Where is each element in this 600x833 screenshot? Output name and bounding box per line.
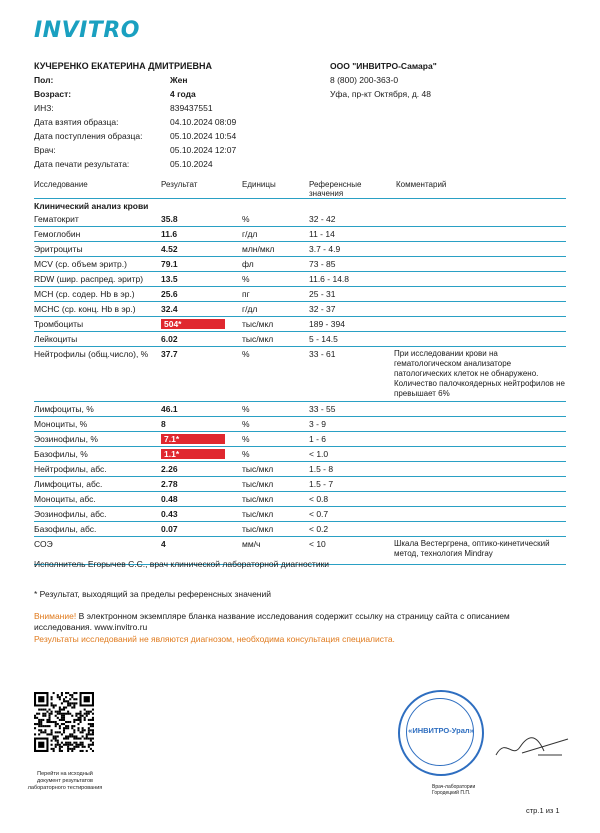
row-ref: 11.6 - 14.8	[309, 274, 350, 284]
qr-caption: Перейти на исходный документ результатов лабораторного тестирования	[27, 771, 103, 791]
executor: Исполнитель Егорычев С.С., врач клинической лабораторной диагностики	[34, 559, 330, 569]
row-result: 0.48	[161, 494, 178, 504]
row-units: %	[242, 419, 250, 429]
row-units: %	[242, 274, 250, 284]
row-name: Лимфоциты, абс.	[34, 479, 103, 489]
row-divider	[34, 301, 566, 302]
row-units: тыс/мкл	[242, 334, 274, 344]
row-name: MCV (ср. объем эритр.)	[34, 259, 127, 269]
row-units: тыс/мкл	[242, 479, 274, 489]
patient-field-label: Пол:	[34, 75, 54, 85]
row-units: %	[242, 449, 250, 459]
row-result: 1.1*	[161, 449, 225, 459]
row-ref: 11 - 14	[309, 229, 335, 239]
org-address: Уфа, пр-кт Октября, д. 48	[330, 89, 431, 99]
row-comment: При исследовании крови на гематологическом анализаторе патологических клеток не обнаружено. Количество палочкоядерных нейтрофилов не превышает 6%	[394, 349, 565, 398]
header-ref: Референсные значения	[309, 180, 362, 198]
patient-field-label: Дата поступления образца:	[34, 131, 143, 141]
row-ref: 1.5 - 7	[309, 479, 334, 489]
row-result: 46.1	[161, 404, 178, 414]
row-result: 37.7	[161, 349, 178, 359]
row-divider	[34, 446, 566, 447]
row-units: тыс/мкл	[242, 509, 274, 519]
row-name: MCH (ср. содер. Hb в эр.)	[34, 289, 135, 299]
row-ref: 5 - 14.5	[309, 334, 338, 344]
row-divider	[34, 416, 566, 417]
header-study: Исследование	[34, 180, 88, 189]
row-divider	[34, 286, 566, 287]
invitro-logo: INVITRO	[34, 18, 140, 43]
row-ref: 25 - 31	[309, 289, 336, 299]
row-ref: < 0.2	[309, 524, 329, 534]
warning-text: В электронном экземпляре бланка название исследования содержит ссылку на страницу сайта с описанием исследования.	[34, 611, 510, 632]
row-result: 11.6	[161, 229, 178, 239]
row-result: 504*	[161, 319, 225, 329]
row-name: Эозинофилы, абс.	[34, 509, 107, 519]
patient-field-label: Дата печати результата:	[34, 159, 130, 169]
row-units: %	[242, 404, 250, 414]
row-units: тыс/мкл	[242, 319, 274, 329]
row-name: Тромбоциты	[34, 319, 84, 329]
row-result: 7.1*	[161, 434, 225, 444]
row-name: Моноциты, абс.	[34, 494, 96, 504]
row-divider	[34, 521, 566, 522]
row-name: Нейтрофилы (общ.число), %	[34, 349, 149, 359]
row-units: %	[242, 434, 250, 444]
qr-code[interactable]	[34, 692, 94, 752]
row-units: тыс/мкл	[242, 524, 274, 534]
row-name: MCHC (ср. конц. Hb в эр.)	[34, 304, 136, 314]
row-divider	[34, 226, 566, 227]
patient-field-value: 4 года	[170, 89, 196, 99]
stamp-text: «ИНВИТРО-Урал»	[408, 726, 474, 735]
header-units: Единицы	[242, 180, 276, 189]
row-result: 2.26	[161, 464, 178, 474]
row-result: 25.6	[161, 289, 178, 299]
row-ref: 1.5 - 8	[309, 464, 334, 474]
footnote: * Результат, выходящий за пределы референсных значений	[34, 589, 271, 599]
row-ref: 3.7 - 4.9	[309, 244, 341, 254]
patient-field-value: Жен	[170, 75, 188, 85]
row-divider	[34, 476, 566, 477]
clinic-stamp	[398, 690, 484, 776]
row-units: г/дл	[242, 229, 258, 239]
row-result: 13.5	[161, 274, 178, 284]
header-comment: Комментарий	[396, 180, 447, 189]
row-result: 0.07	[161, 524, 178, 534]
row-divider	[34, 461, 566, 462]
row-name: Нейтрофилы, абс.	[34, 464, 107, 474]
patient-field-value: 04.10.2024 08:09	[170, 117, 237, 127]
patient-field-value: 05.10.2024 12:07	[170, 145, 237, 155]
patient-field-value: 839437551	[170, 103, 213, 113]
row-name: Лимфоциты, %	[34, 404, 94, 414]
row-result: 35.8	[161, 214, 178, 224]
row-divider	[34, 506, 566, 507]
row-divider	[34, 431, 566, 432]
row-name: Эозинофилы, %	[34, 434, 98, 444]
row-result: 4.52	[161, 244, 178, 254]
row-units: г/дл	[242, 304, 258, 314]
row-name: Эритроциты	[34, 244, 83, 254]
header-result: Результат	[161, 180, 198, 189]
row-ref: 3 - 9	[309, 419, 327, 429]
row-name: Моноциты, %	[34, 419, 88, 429]
row-name: Базофилы, %	[34, 449, 88, 459]
table-divider	[34, 198, 566, 199]
row-ref: 73 - 85	[309, 259, 336, 269]
row-divider	[34, 331, 566, 332]
patient-field-label: Возраст:	[34, 89, 72, 99]
patient-name: КУЧЕРЕНКО ЕКАТЕРИНА ДМИТРИЕВНА	[34, 61, 213, 71]
row-name: Гематокрит	[34, 214, 79, 224]
row-divider	[34, 491, 566, 492]
row-name: Гемоглобин	[34, 229, 81, 239]
row-units: млн/мкл	[242, 244, 275, 254]
row-comment: Шкала Вестергрена, оптико-кинетический метод, технология Mindray	[394, 539, 550, 558]
patient-field-value: 05.10.2024	[170, 159, 213, 169]
row-ref: < 0.7	[309, 509, 329, 519]
row-result: 2.78	[161, 479, 178, 489]
signature	[492, 725, 572, 765]
row-result: 32.4	[161, 304, 178, 314]
patient-field-value: 05.10.2024 10:54	[170, 131, 237, 141]
warning-prefix: Внимание!	[34, 611, 77, 621]
row-name: СОЭ	[34, 539, 53, 549]
row-units: мм/ч	[242, 539, 261, 549]
row-result: 0.43	[161, 509, 178, 519]
row-name: Базофилы, абс.	[34, 524, 97, 534]
org-name: ООО "ИНВИТРО-Самара"	[330, 61, 437, 71]
page-number: стр.1 из 1	[526, 806, 560, 815]
row-divider	[34, 316, 566, 317]
website-link[interactable]: www.invitro.ru	[94, 622, 148, 632]
row-ref: 32 - 42	[309, 214, 336, 224]
patient-field-label: Врач:	[34, 145, 56, 155]
row-result: 8	[161, 419, 166, 429]
warning-block	[34, 611, 569, 633]
row-divider	[34, 401, 566, 402]
row-result: 6.02	[161, 334, 178, 344]
row-divider	[34, 536, 566, 537]
row-result: 4	[161, 539, 166, 549]
row-ref: 33 - 55	[309, 404, 336, 414]
row-ref: < 0.8	[309, 494, 329, 504]
row-units: %	[242, 214, 250, 224]
row-divider	[34, 256, 566, 257]
row-ref: < 10	[309, 539, 326, 549]
section-title: Клинический анализ крови	[34, 201, 149, 211]
row-ref: 32 - 37	[309, 304, 336, 314]
org-phone: 8 (800) 200-363-0	[330, 75, 399, 85]
row-units: фл	[242, 259, 254, 269]
row-units: тыс/мкл	[242, 464, 274, 474]
row-ref: < 1.0	[309, 449, 329, 459]
row-divider	[34, 346, 566, 347]
row-result: 79.1	[161, 259, 178, 269]
row-units: %	[242, 349, 250, 359]
signature-caption: Врач-лаборатории Городецкий П.П.	[432, 784, 476, 796]
row-ref: 33 - 61	[309, 349, 336, 359]
patient-field-label: ИНЗ:	[34, 103, 54, 113]
row-divider	[34, 241, 566, 242]
row-units: тыс/мкл	[242, 494, 274, 504]
row-units: пг	[242, 289, 250, 299]
row-ref: 189 - 394	[309, 319, 345, 329]
row-name: RDW (шир. распред. эритр)	[34, 274, 144, 284]
patient-field-label: Дата взятия образца:	[34, 117, 119, 127]
row-divider	[34, 271, 566, 272]
disclaimer: Результаты исследований не являются диагнозом, необходима консультация специалиста.	[34, 634, 395, 644]
row-name: Лейкоциты	[34, 334, 78, 344]
row-ref: 1 - 6	[309, 434, 327, 444]
